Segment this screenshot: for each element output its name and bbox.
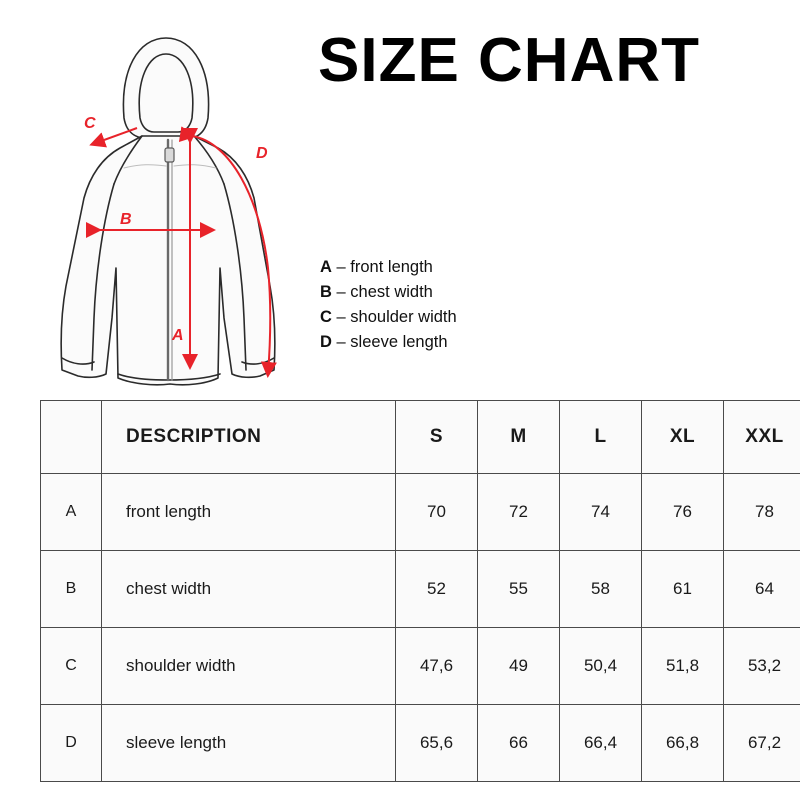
legend-item-a bbox=[320, 255, 457, 280]
cell-l: 58 bbox=[560, 551, 642, 628]
table-header-row bbox=[41, 401, 800, 474]
marker-label-c: C bbox=[84, 115, 96, 132]
legend-dash-b: – bbox=[336, 283, 346, 301]
cell-l: 50,4 bbox=[560, 628, 642, 705]
legend-key-b: B bbox=[320, 283, 332, 301]
cell-s: 65,6 bbox=[396, 705, 478, 782]
legend-text-b: chest width bbox=[350, 283, 433, 301]
row-description: front length bbox=[102, 474, 396, 551]
row-description: sleeve length bbox=[102, 705, 396, 782]
cell-xxl: 78 bbox=[724, 474, 800, 551]
marker-label-b: B bbox=[120, 211, 132, 228]
header-size-s: S bbox=[396, 401, 478, 474]
cell-s: 52 bbox=[396, 551, 478, 628]
row-description: chest width bbox=[102, 551, 396, 628]
cell-s: 47,6 bbox=[396, 628, 478, 705]
header-size-m: M bbox=[478, 401, 560, 474]
legend-item-b bbox=[320, 280, 457, 305]
cell-xxl: 64 bbox=[724, 551, 800, 628]
legend-dash-c: – bbox=[336, 308, 346, 326]
cell-m: 66 bbox=[478, 705, 560, 782]
legend-text-c: shoulder width bbox=[350, 308, 457, 326]
legend-item-c bbox=[320, 305, 457, 330]
cell-l: 66,4 bbox=[560, 705, 642, 782]
cell-m: 72 bbox=[478, 474, 560, 551]
cell-xl: 66,8 bbox=[642, 705, 724, 782]
cell-xl: 51,8 bbox=[642, 628, 724, 705]
table-row bbox=[41, 705, 800, 782]
table-header bbox=[41, 401, 800, 474]
size-chart-table bbox=[40, 400, 800, 782]
table-body bbox=[41, 474, 800, 782]
jacket-illustration bbox=[20, 18, 320, 398]
row-letter: D bbox=[41, 705, 102, 782]
header-size-xl: XL bbox=[642, 401, 724, 474]
cell-xl: 76 bbox=[642, 474, 724, 551]
legend-item-d bbox=[320, 330, 457, 355]
table-row bbox=[41, 551, 800, 628]
cell-m: 49 bbox=[478, 628, 560, 705]
header-description: DESCRIPTION bbox=[102, 401, 396, 474]
table-row bbox=[41, 474, 800, 551]
row-description: shoulder width bbox=[102, 628, 396, 705]
cell-l: 74 bbox=[560, 474, 642, 551]
legend-key-c: C bbox=[320, 308, 332, 326]
cell-m: 55 bbox=[478, 551, 560, 628]
row-letter: A bbox=[41, 474, 102, 551]
row-letter: C bbox=[41, 628, 102, 705]
legend-text-a: front length bbox=[350, 258, 433, 276]
marker-label-d: D bbox=[256, 145, 268, 162]
cell-s: 70 bbox=[396, 474, 478, 551]
legend-dash-a: – bbox=[336, 258, 346, 276]
legend-dash-d: – bbox=[336, 333, 346, 351]
measurement-legend bbox=[320, 255, 457, 355]
cell-xxl: 67,2 bbox=[724, 705, 800, 782]
legend-text-d: sleeve length bbox=[350, 333, 448, 351]
table-row bbox=[41, 628, 800, 705]
header-size-l: L bbox=[560, 401, 642, 474]
legend-key-d: D bbox=[320, 333, 332, 351]
header-letter bbox=[41, 401, 102, 474]
cell-xxl: 53,2 bbox=[724, 628, 800, 705]
page-title: SIZE CHART bbox=[318, 26, 700, 95]
row-letter: B bbox=[41, 551, 102, 628]
marker-label-a: A bbox=[172, 327, 184, 344]
header-size-xxl: XXL bbox=[724, 401, 800, 474]
cell-xl: 61 bbox=[642, 551, 724, 628]
legend-key-a: A bbox=[320, 258, 332, 276]
